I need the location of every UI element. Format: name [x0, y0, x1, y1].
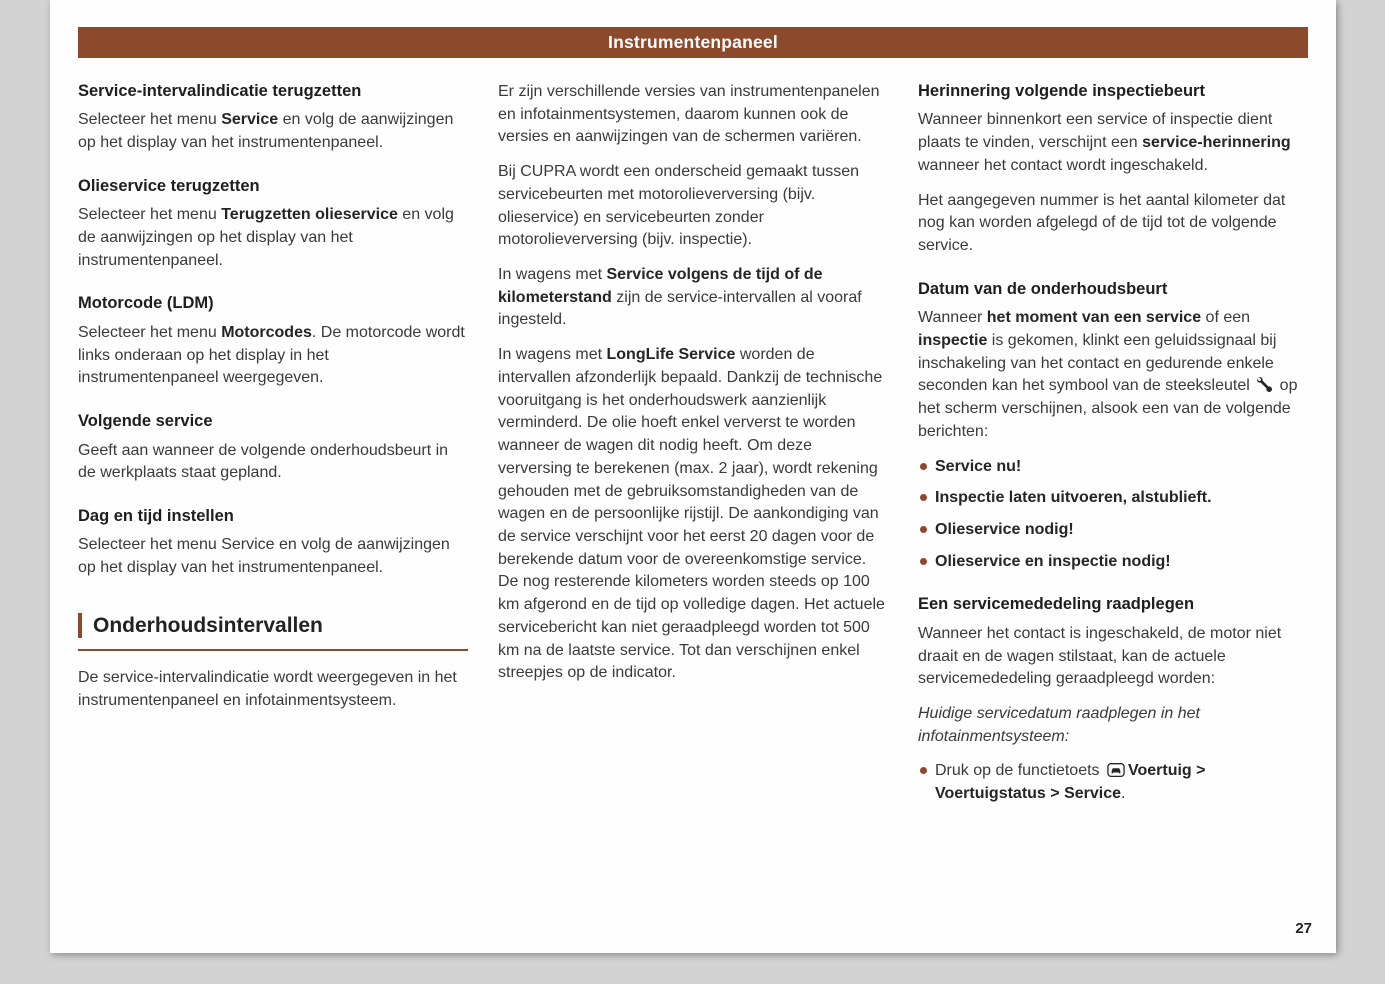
bold-text: LongLife Service [606, 346, 736, 364]
bold-text: het moment van een service [986, 309, 1202, 327]
page-number: 27 [1295, 920, 1312, 937]
text-run: zijn de service-intervallen al vooraf ingesteld. [498, 288, 862, 329]
instruction-list [918, 760, 1308, 805]
text-run: op het scherm verschijnen, alsook een van de volgende berichten: [918, 377, 1298, 440]
list-item [918, 456, 1308, 479]
paragraph [78, 109, 468, 154]
column-1 [78, 81, 468, 820]
bold-text: Olieservice nodig! [935, 520, 1074, 538]
bold-text: Voertuig > Voertuigstatus > Service [935, 762, 1206, 803]
text-run: In wagens met [498, 266, 607, 284]
text-run: is gekomen, klinkt een geluidssignaal bij inschakeling van het contact en gedurende enkele seconden kan het symbool van de steeksleutel [918, 331, 1277, 395]
text-run: of een [1201, 309, 1251, 327]
paragraph: Bij CUPRA wordt een onderscheid gemaakt tussen servicebeurten met motorolieverversing (bijv. olieservice) en servicebeurten zonder motorolieverversing (bijv. inspectie). [498, 163, 860, 249]
bold-text: Inspectie laten uitvoeren, alstublieft. [935, 489, 1212, 507]
paragraph: De service-intervalindicatie wordt weergegeven in het instrumentenpaneel en infotainmentsysteem. [78, 669, 457, 709]
text-run: Selecteer het menu [78, 111, 222, 129]
text-run: . [1121, 785, 1126, 803]
section-title-onderhoudsintervallen: Onderhoudsintervallen [78, 613, 468, 638]
bold-text: Olieservice en inspectie nodig! [935, 552, 1171, 570]
bold-text: inspectie [918, 331, 988, 349]
text-run: Druk op de functietoets [935, 762, 1104, 780]
heading-service-interval-reset: Service-intervalindicatie terugzetten [78, 82, 362, 100]
bold-text: Motorcodes [221, 323, 312, 341]
text-run: worden de intervallen afzonderlijk bepaald. Dankzij de technische vooruitgang is het onderhoudswerk aanzienlijk verminderd. De olie hoeft enkel ververst te worden wanneer de wagen dit nodig heeft. Om deze verversing te berekenen (max. 2 jaar), wordt rekening gehouden met de gebruiksomstandigheden van de wagen en de persoonlijke rijstijl. De aankondiging van de service verschijnt voor het eerst 20 dagen voor de berekende datum voor de overeenkomstige service. De nog resterende kilometers worden steeds op 100 km afgerond en de tijd op volledige dagen. Het actuele servicebericht kan niet geraadpleegd worden tot 500 km na de laatste service. Tot dan verschijnen enkel streepjes op de indicator. [498, 346, 885, 682]
bold-text: Service nu! [935, 457, 1022, 475]
page-header-bar [78, 27, 1308, 58]
text-run: Selecteer het menu [78, 206, 222, 224]
heading-next-service: Volgende service [78, 412, 213, 431]
heading-set-day-time: Dag en tijd instellen [78, 506, 234, 525]
paragraph [78, 322, 468, 390]
bold-text: Service volgens de tijd of de kilometerstand [498, 266, 823, 306]
bold-text: Terugzetten olieservice [221, 206, 398, 224]
manual-page [50, 0, 1336, 953]
paragraph [78, 204, 468, 272]
service-messages-list [918, 456, 1308, 574]
section-heading-block [78, 613, 468, 651]
paragraph: Selecteer het menu Service en volg de aanwijzingen op het display van het instrumentenpaneel. [78, 536, 450, 577]
bold-text: service-herinnering [1142, 134, 1291, 152]
heading-service-date: Datum van de onderhoudsbeurt [918, 279, 1168, 298]
text-run: In wagens met [498, 346, 607, 364]
text-run: Wanneer [918, 309, 987, 327]
heading-motorcode: Motorcode (LDM) [78, 294, 214, 313]
column-2 [498, 81, 888, 820]
heading-oil-service-reset: Olieservice terugzetten [78, 176, 260, 195]
paragraph [498, 264, 888, 332]
paragraph [498, 344, 888, 685]
text-run: Selecteer het menu [78, 323, 222, 341]
text-run: . De motorcode wordt links onderaan op het display in het instrumentenpaneel weergegeven. [78, 323, 465, 387]
heading-inspection-reminder: Herinnering volgende inspectiebeurt [918, 82, 1205, 100]
paragraph [918, 307, 1308, 443]
paragraph-italic: Huidige servicedatum raadplegen in het infotainmentsysteem: [918, 704, 1200, 745]
list-item [918, 487, 1308, 510]
text-run: Wanneer binnenkort een service of inspectie dient plaats te vinden, verschijnt een [918, 111, 1273, 152]
column-3 [918, 81, 1308, 820]
list-item [918, 551, 1308, 574]
paragraph: Geeft aan wanneer de volgende onderhoudsbeurt in de werkplaats staat gepland. [78, 441, 449, 482]
heading-consult-service-message: Een servicemededeling raadplegen [918, 595, 1195, 614]
text-run: wanneer het contact wordt ingeschakeld. [918, 156, 1208, 174]
vehicle-function-key-icon [1107, 763, 1125, 777]
wrench-icon [1257, 377, 1272, 392]
page-title: Instrumentenpaneel [608, 32, 778, 52]
three-column-layout [78, 81, 1308, 820]
list-item [918, 760, 1308, 805]
text-run: en volg de aanwijzingen op het display van het instrumentenpaneel. [78, 111, 454, 152]
paragraph: Wanneer het contact is ingeschakeld, de motor niet draait en de wagen stilstaat, kan de actuele servicemededeling geraadpleegd worden: [918, 624, 1282, 688]
text-run: en volg de aanwijzingen op het display van het instrumentenpaneel. [78, 206, 454, 269]
paragraph: Het aangegeven nummer is het aantal kilometer dat nog kan worden afgelegd of de tijd tot de volgende service. [918, 191, 1286, 255]
bold-text: Service [221, 111, 279, 129]
list-item [918, 519, 1308, 542]
paragraph [918, 109, 1308, 177]
paragraph: Er zijn verschillende versies van instrumentenpanelen en infotainmentsystemen, daarom kunnen ook de versies en aanwijzingen van de schermen variëren. [498, 83, 880, 146]
